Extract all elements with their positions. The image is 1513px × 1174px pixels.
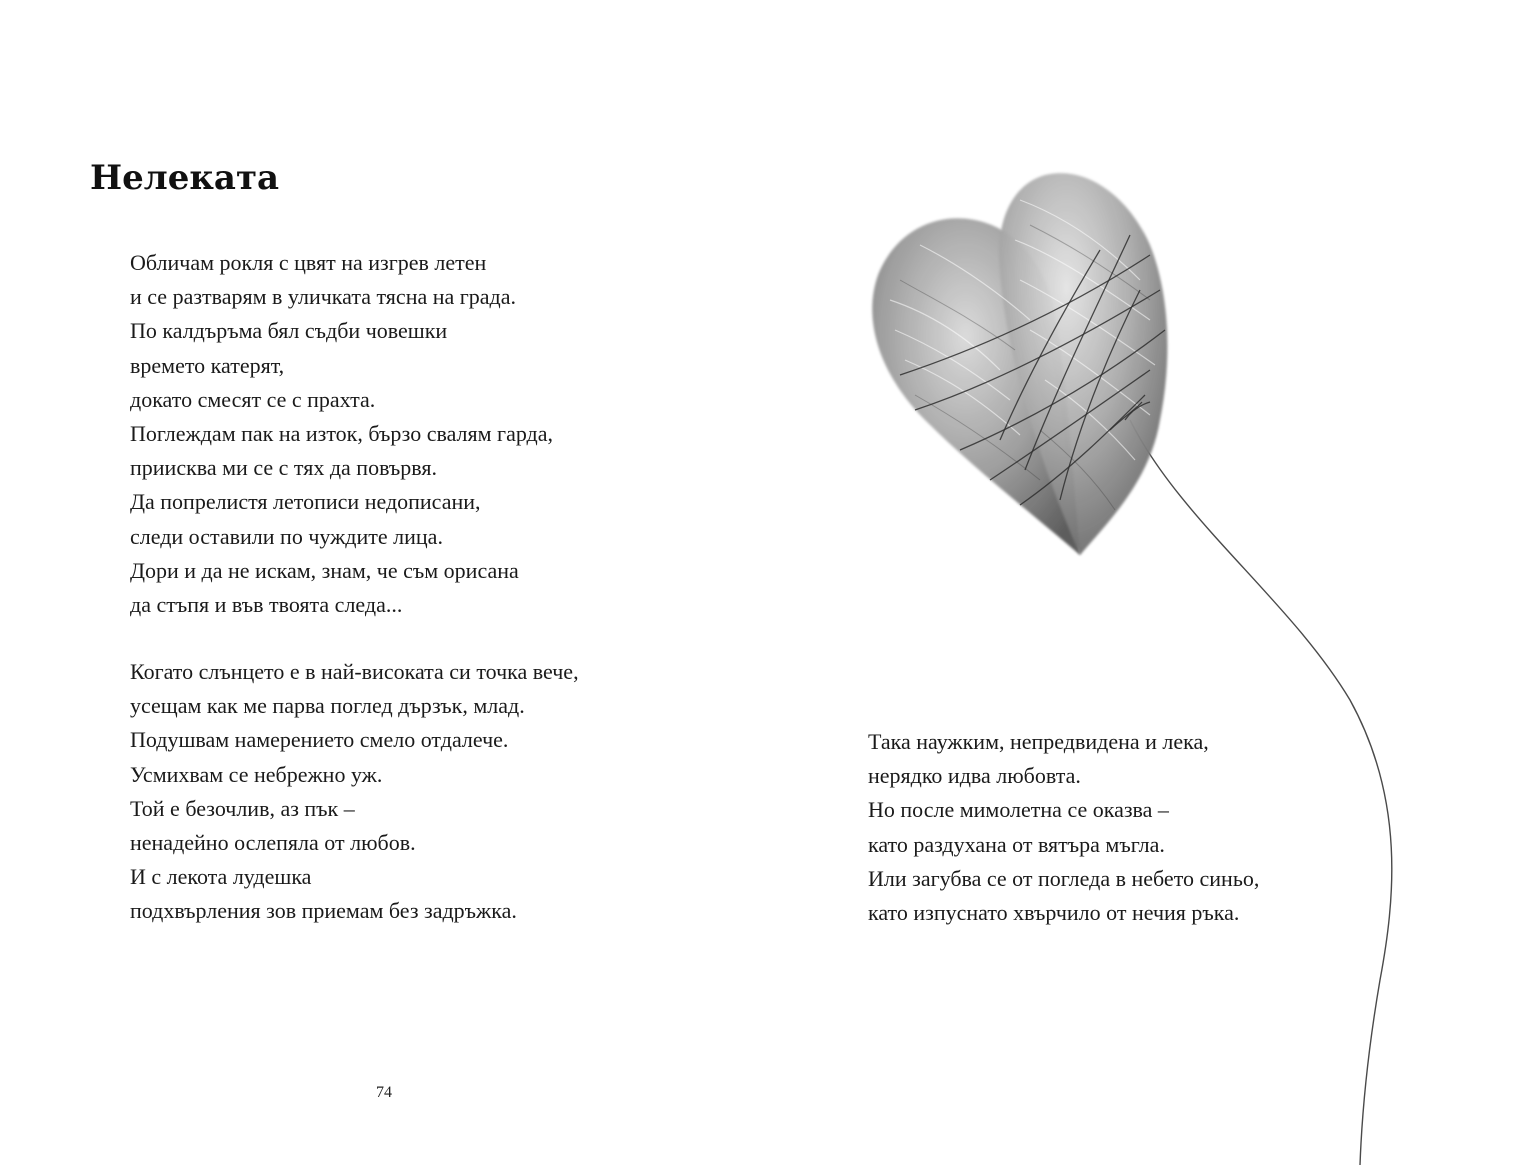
stanza-line: подхвърления зов приемам без задръжка. [130,898,517,924]
stanza-line: като раздухана от вятъра мъгла. [868,831,1165,857]
stanza-line: Поглеждам пак на изток, бързо свалям гарда, [130,421,554,447]
stanza-line: Да попрелистя летописи недописани, [130,489,481,515]
page-number: 74 [376,1084,392,1101]
stanza-line: Подушвам намерението смело отдалече. [130,727,509,753]
stanza-line: Усмихвам се небрежно уж. [130,761,383,787]
stanza-line: ненадейно ослепяла от любов. [130,830,416,856]
stanza-line: нерядко идва любовта. [868,763,1081,789]
stanza-line: Или загубва се от погледа в небето синьо, [868,865,1260,891]
stanza-line: приисква ми се с тях да повървя. [130,455,438,481]
winged-heart-kite-illustration [855,160,1415,1170]
stanza-1 [130,246,553,622]
winged-heart-kite-icon [855,160,1415,1170]
stanza-line: По калдъръма бял съдби човешки [130,318,448,344]
stanza-line: Но после мимолетна се оказва – [868,797,1169,823]
stanza-line: Дори и да не искам, знам, че съм орисана [130,557,519,583]
stanza-2 [130,655,579,929]
stanza-line: следи оставили по чуждите лица. [130,523,443,549]
stanza-line: И с лекота лудешка [130,864,312,890]
stanza-line: усещам как ме парва поглед дързък, млад. [130,693,525,719]
stanza-line: Когато слънцето е в най-високата си точка вече, [130,659,579,684]
stanza-line: докато смесят се с прахта. [130,386,376,412]
stanza-line: Така наужким, непредвидена и лека, [868,729,1209,754]
stanza-line: Той е безочлив, аз пък – [130,795,355,821]
stanza-line: като изпуснато хвърчило от нечия ръка. [868,900,1240,926]
stanza-line: времето катерят, [130,352,285,378]
poem-title: Нелеката [90,158,280,198]
stanza-line: и се разтварям в уличката тясна на града. [130,284,517,310]
stanza-line: да стъпя и във твоята следа... [130,592,403,618]
kite-string [1130,420,1392,1165]
stanza-line: Обличам рокля с цвят на изгрев летен [130,250,487,275]
